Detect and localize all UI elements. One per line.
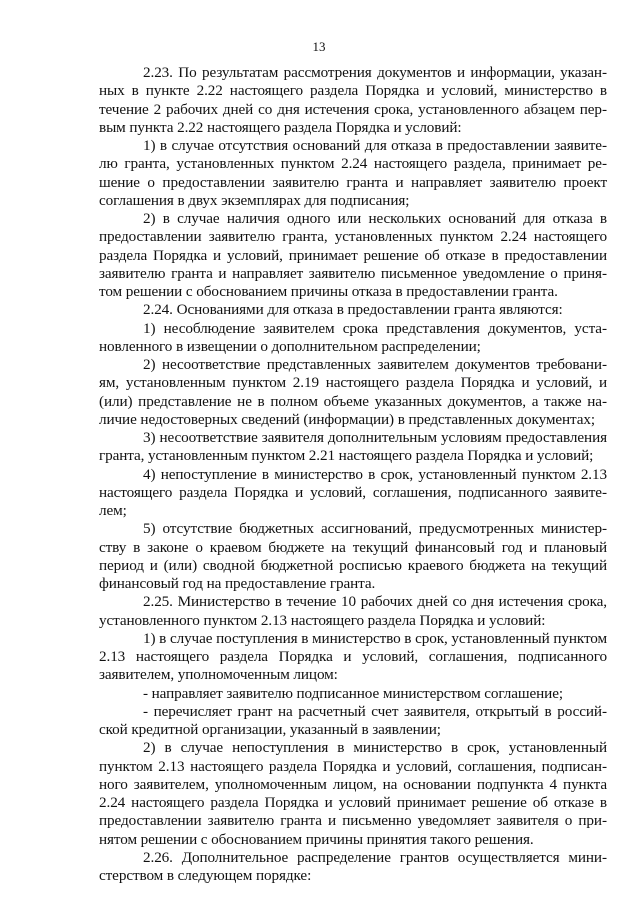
paragraph-2-24-item-4: 4) непоступление в министерство в срок, установленный пунктом 2.13 настоящего раздела Порядка и условий, соглашения, подписанного заявителем;	[99, 465, 607, 519]
paragraph-2-24-item-5: 5) отсутствие бюджетных ассигнований, предусмотренных министерству в законе о краевом бюджете на текущий финансовый год и плановый период и (или) сводной бюджетной росписью краевого бюджета на текущий финансовый год на предоставление гранта.	[99, 520, 607, 592]
paragraph-2-25-item-1-dash-1: - направляет заявителю подписанное министерством соглашение;	[143, 684, 563, 702]
paragraph-2-25: 2.25. Министерство в течение 10 рабочих дней со дня истечения срока, установленного пунктом 2.13 настоящего раздела Порядка и условий:	[99, 593, 607, 629]
paragraph-2-24-item-3: 3) несоответствие заявителя дополнительным условиям предоставления гранта, установленным пунктом 2.21 настоящего раздела Порядка и условий;	[99, 429, 607, 465]
paragraph-2-26: 2.26. Дополнительное распределение грантов осуществляется министерством в следующем порядке:	[99, 848, 607, 884]
paragraph-2-24-item-2: 2) несоответствие представленных заявителем документов требованиям, установленным пунктом 2.19 настоящего раздела Порядка и условий, и (или) представление не в полном объеме указанных документов, а также наличие недостоверных сведений (информации) в представленных документах;	[99, 356, 607, 428]
paragraph-2-25-item-1: 1) в случае поступления в министерство в срок, установленный пунктом 2.13 настоящего раздела Порядка и условий, соглашения, подписанного заявителем, уполномоченным лицом:	[99, 629, 607, 684]
paragraph-2-25-item-1-dash-2: - перечисляет грант на расчетный счет заявителя, открытый в российской кредитной организации, указанный в заявлении;	[99, 702, 607, 738]
paragraph-2-24-item-1: 1) несоблюдение заявителем срока представления документов, установленного в извещении о дополнительном распределении;	[99, 319, 607, 355]
paragraph-2-23-item-1: 1) в случае отсутствия оснований для отказа в предоставлении заявителю гранта, установленных пунктом 2.24 настоящего раздела, принимает решение о предоставлении заявителю гранта и направляет заявителю проект соглашения в двух экземплярах для подписания;	[99, 137, 607, 209]
paragraph-2-25-item-2: 2) в случае непоступления в министерство в срок, установленный пунктом 2.13 настоящего раздела Порядка и условий, соглашения, подписанного заявителем, уполномоченным лицом, на основании подпункта 4 пункта 2.24 настоящего раздела Порядка и условий принимает решение об отказе в предоставлении заявителю гранта и письменно уведомляет заявителя о принятом решении с обоснованием причины принятия такого решения.	[99, 739, 607, 848]
paragraph-2-23-item-2: 2) в случае наличия одного или нескольких оснований для отказа в предоставлении заявителю гранта, установленных пунктом 2.24 настоящего раздела Порядка и условий, принимает решение об отказе в предоставлении заявителю гранта и направляет заявителю письменное уведомление о принятом решении с обоснованием причины отказа в предоставлении гранта.	[99, 210, 607, 300]
page-number: 13	[312, 39, 326, 54]
document-body	[99, 64, 607, 885]
paragraph-2-24: 2.24. Основаниями для отказа в предоставлении гранта являются:	[143, 301, 563, 319]
paragraph-2-23: 2.23. По результатам рассмотрения документов и информации, указанных в пункте 2.22 настоящего раздела Порядка и условий, министерство в течение 2 рабочих дней со дня истечения срока, установленного абзацем первым пункта 2.22 настоящего раздела Порядка и условий:	[99, 64, 607, 136]
